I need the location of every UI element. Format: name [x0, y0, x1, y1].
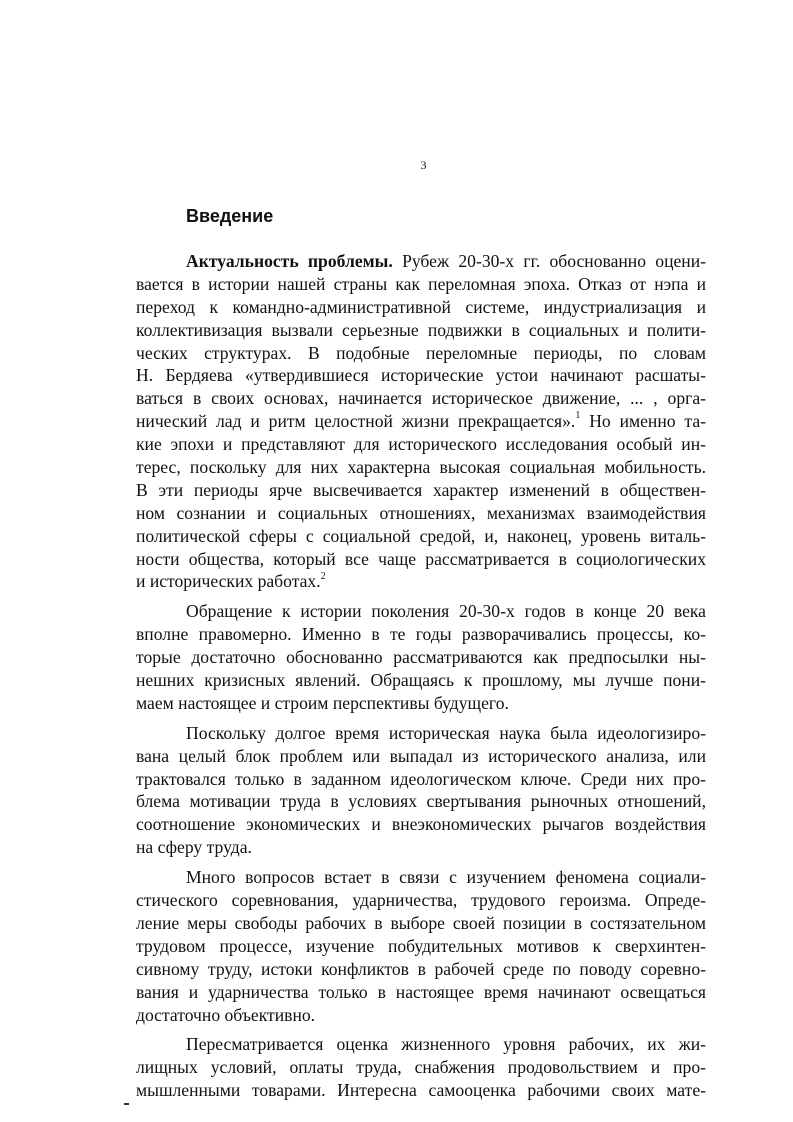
line-text: Много вопросов встает в связи с изучением феномена социали- [186, 867, 706, 888]
line-text: нический лад и ритм целостной жизни прекращается». [136, 411, 576, 432]
text-line [136, 669, 706, 692]
text-line [136, 319, 706, 342]
line-text: трактовался только в заданном идеологическом ключе. Среди них про- [136, 768, 706, 789]
line-text: вана целый блок проблем или выпадал из исторического анализа, или [136, 745, 706, 766]
scan-mark [124, 1103, 129, 1105]
text-line [136, 1004, 706, 1027]
text-line [136, 623, 706, 646]
text-line [136, 1033, 706, 1056]
line-text: мышленными товарами. Интересна самооценка рабочими своих мате- [136, 1080, 706, 1101]
line-text: маем настоящее и строим перспективы будущего. [136, 692, 509, 713]
line-text: политической сферы с социальной средой, и, наконец, уровень виталь- [136, 525, 706, 546]
line-text: нешних кризисных явлений. Обращаясь к прошлому, мы лучше пони- [136, 670, 706, 691]
line-text: ности общества, который все чаще рассматривается в социологических [136, 548, 706, 569]
line-text: на сферу труда. [136, 837, 252, 858]
page-number: 3 [420, 158, 427, 172]
line-text: сивному труду, истоки конфликтов в рабочей среде по поводу соревно- [136, 958, 706, 979]
line-text: Н. Бердяева «утвердившиеся исторические устои начинают расшаты- [136, 365, 706, 386]
paragraph [136, 722, 706, 859]
text-line [136, 768, 706, 791]
line-text: Пересматривается оценка жизненного уровня рабочих, их жи- [186, 1034, 706, 1055]
line-text: ческих структурах. В подобные переломные периоды, по словам [136, 342, 706, 363]
line-text: Рубеж 20-30-х гг. обоснованно оцени- [392, 251, 706, 271]
text-line [136, 456, 706, 479]
text-line [136, 790, 706, 813]
text-line [136, 433, 706, 456]
line-text: ление меры свободы рабочих в выборе своей позиции в состязательном [136, 912, 706, 933]
text-line [136, 935, 706, 958]
text-line [136, 958, 706, 981]
text-line [136, 836, 706, 859]
line-text: ном сознании и социальных отношениях, механизмах взаимодействия [136, 502, 706, 523]
text-line [136, 646, 706, 669]
text-line [136, 745, 706, 768]
text-line [136, 1079, 706, 1102]
line-text: достаточно объективно. [136, 1004, 316, 1025]
text-line [136, 692, 706, 715]
line-text-after: Но именно та- [580, 411, 706, 432]
line-text: вается в истории нашей страны как переломная эпоха. Отказ от нэпа и [136, 273, 706, 294]
text-line [136, 981, 706, 1004]
line-text: Поскольку долгое время историческая наука была идеологизиро- [186, 722, 706, 743]
text-line [136, 548, 706, 571]
line-text: терес, поскольку для них характерна высокая социальная мобильность. [136, 457, 706, 478]
text-line [136, 387, 706, 410]
text-line [136, 912, 706, 935]
line-text: блема мотивации труда в условиях свертывания рыночных отношений, [136, 791, 706, 812]
text-line [136, 525, 706, 548]
section-heading: Введение [186, 206, 274, 226]
text-line [136, 502, 706, 525]
paragraph [136, 866, 706, 1026]
line-text: ваться в своих основах, начинается историческое движение, ... , орга- [136, 388, 706, 409]
text-line [136, 722, 706, 745]
line-text: торые достаточно обоснованно рассматриваются как предпосылки ны- [136, 647, 706, 668]
text-line [136, 296, 706, 319]
line-text: кие эпохи и представляют для исторического исследования особый ин- [136, 434, 706, 455]
text-line [136, 479, 706, 502]
line-text: соотношение экономических и внеэкономических рычагов воздействия [136, 814, 706, 835]
line-text: стического соревнования, ударничества, трудового героизма. Опреде- [136, 890, 706, 911]
text-line [136, 364, 706, 387]
line-text: В эти периоды ярче высвечивается характер изменений в обществен- [136, 479, 706, 500]
text-line [136, 410, 706, 433]
text-line [136, 866, 706, 889]
paragraph [136, 1033, 706, 1102]
line-text: Обращение к истории поколения 20-30-х годов в конце 20 века [186, 601, 706, 622]
text-line [136, 570, 706, 593]
text-line [136, 342, 706, 365]
bold-lead: Актуальность проблемы. [186, 251, 393, 271]
line-text: коллективизация вызвали серьезные подвижки в социальных и полити- [136, 319, 706, 340]
footnote-marker: 1 [575, 410, 581, 422]
paragraph [136, 600, 706, 714]
text-line [136, 600, 706, 623]
footnote-marker: 2 [320, 570, 326, 582]
text-line [136, 250, 706, 273]
text-line [136, 1056, 706, 1079]
paragraph [136, 250, 706, 593]
text-line [136, 889, 706, 912]
text-line [136, 273, 706, 296]
line-text: переход к командно-административной системе, индустриализация и [136, 296, 706, 317]
line-text: трудовом процессе, изучение побудительных мотивов к сверхинтен- [136, 935, 706, 956]
line-text: вполне правомерно. Именно в те годы разворачивались процессы, ко- [136, 624, 706, 645]
line-text: вания и ударничества только в настоящее время начинают освещаться [136, 981, 706, 1002]
line-text: лищных условий, оплаты труда, снабжения продовольствием и про- [136, 1057, 706, 1078]
document-body [136, 250, 706, 1109]
text-line [136, 813, 706, 836]
line-text: и исторических работах. [136, 571, 321, 592]
